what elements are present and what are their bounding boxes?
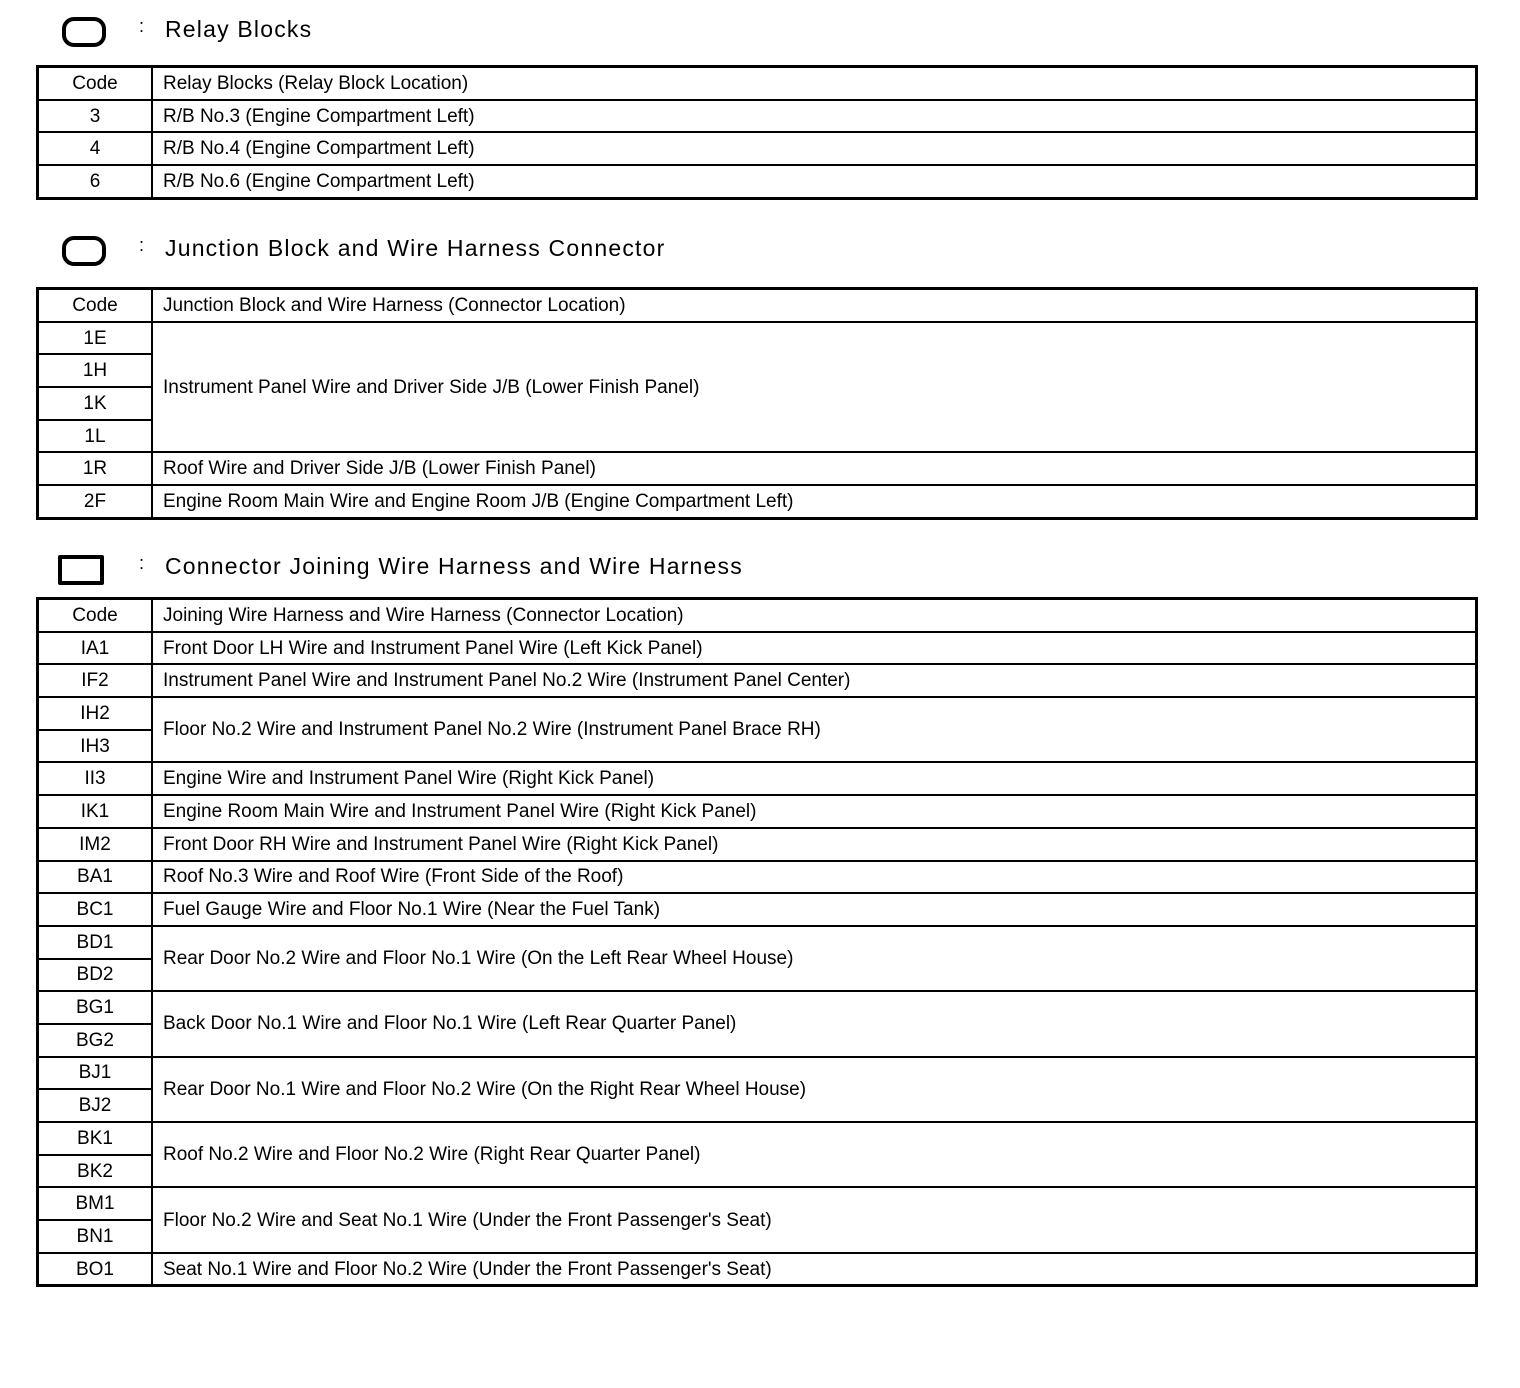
relay-blocks-colon: :: [139, 16, 145, 36]
code-cell: BO1: [38, 1253, 153, 1286]
code-cell: IH2: [38, 697, 153, 730]
code-header: Code: [38, 289, 153, 322]
code-header: Code: [38, 67, 153, 100]
location-header: Junction Block and Wire Harness (Connector Location): [152, 289, 1477, 322]
code-cell: IA1: [38, 632, 153, 665]
location-cell: Seat No.1 Wire and Floor No.2 Wire (Under the Front Passenger's Seat): [152, 1253, 1477, 1286]
code-cell: BK2: [38, 1155, 153, 1188]
location-cell: R/B No.6 (Engine Compartment Left): [152, 165, 1477, 198]
code-cell: BG1: [38, 991, 153, 1024]
location-cell: Roof No.3 Wire and Roof Wire (Front Side of the Roof): [152, 861, 1477, 894]
table-row: [38, 697, 1477, 730]
code-cell: 6: [38, 165, 153, 198]
code-cell: BN1: [38, 1220, 153, 1253]
joining-connector-table: [36, 597, 1478, 1287]
code-cell: BK1: [38, 1122, 153, 1155]
location-cell: Instrument Panel Wire and Instrument Panel No.2 Wire (Instrument Panel Center): [152, 664, 1477, 697]
joining-connector-header: [0, 551, 1520, 591]
code-cell: IF2: [38, 664, 153, 697]
code-cell: 1E: [38, 322, 153, 355]
junction-block-title: Junction Block and Wire Harness Connector: [165, 235, 666, 261]
location-cell: Engine Room Main Wire and Engine Room J/B (Engine Compartment Left): [152, 485, 1477, 518]
location-cell: Instrument Panel Wire and Driver Side J/B (Lower Finish Panel): [152, 322, 1477, 453]
location-cell: R/B No.3 (Engine Compartment Left): [152, 100, 1477, 133]
table-row: [38, 664, 1477, 697]
table-row: [38, 165, 1477, 198]
location-cell: Engine Room Main Wire and Instrument Panel Wire (Right Kick Panel): [152, 795, 1477, 828]
location-cell: Rear Door No.1 Wire and Floor No.2 Wire (On the Right Rear Wheel House): [152, 1057, 1477, 1122]
code-cell: BJ2: [38, 1089, 153, 1122]
code-cell: IH3: [38, 730, 153, 763]
code-cell: BJ1: [38, 1057, 153, 1090]
location-cell: Roof No.2 Wire and Floor No.2 Wire (Right Rear Quarter Panel): [152, 1122, 1477, 1187]
relay-block-legend-icon: [62, 17, 106, 47]
location-cell: Floor No.2 Wire and Seat No.1 Wire (Under the Front Passenger's Seat): [152, 1187, 1477, 1252]
table-row: [38, 452, 1477, 485]
table-row: [38, 1122, 1477, 1155]
table-row: [38, 100, 1477, 133]
location-cell: R/B No.4 (Engine Compartment Left): [152, 132, 1477, 165]
junction-block-legend-icon: [62, 236, 106, 266]
table-row: [38, 795, 1477, 828]
table-row: [38, 828, 1477, 861]
code-cell: BD2: [38, 959, 153, 992]
code-cell: BD1: [38, 926, 153, 959]
junction-block-header: [0, 233, 1520, 273]
code-cell: IK1: [38, 795, 153, 828]
joining-connector-title: Connector Joining Wire Harness and Wire Harness: [165, 553, 743, 579]
code-cell: BC1: [38, 893, 153, 926]
code-cell: 3: [38, 100, 153, 133]
table-row: [38, 1253, 1477, 1286]
table-row: [38, 861, 1477, 894]
table-row: [38, 485, 1477, 518]
table-row: [38, 762, 1477, 795]
code-cell: 1L: [38, 420, 153, 453]
code-cell: 1R: [38, 452, 153, 485]
location-cell: Floor No.2 Wire and Instrument Panel No.2 Wire (Instrument Panel Brace RH): [152, 697, 1477, 762]
code-cell: BM1: [38, 1187, 153, 1220]
table-row: [38, 1057, 1477, 1090]
location-cell: Engine Wire and Instrument Panel Wire (Right Kick Panel): [152, 762, 1477, 795]
table-row: [38, 322, 1477, 355]
code-cell: 1K: [38, 387, 153, 420]
junction-block-table: [36, 287, 1478, 520]
relay-blocks-title: Relay Blocks: [165, 16, 313, 42]
table-row: [38, 1187, 1477, 1220]
joining-connector-colon: :: [139, 553, 145, 573]
location-cell: Rear Door No.2 Wire and Floor No.1 Wire (On the Left Rear Wheel House): [152, 926, 1477, 991]
location-header: Joining Wire Harness and Wire Harness (Connector Location): [152, 599, 1477, 632]
table-header-row: [38, 289, 1477, 322]
table-row: [38, 893, 1477, 926]
location-cell: Front Door RH Wire and Instrument Panel Wire (Right Kick Panel): [152, 828, 1477, 861]
location-cell: Front Door LH Wire and Instrument Panel Wire (Left Kick Panel): [152, 632, 1477, 665]
table-header-row: [38, 67, 1477, 100]
location-header: Relay Blocks (Relay Block Location): [152, 67, 1477, 100]
code-cell: BG2: [38, 1024, 153, 1057]
table-row: [38, 132, 1477, 165]
code-header: Code: [38, 599, 153, 632]
code-cell: 2F: [38, 485, 153, 518]
code-cell: 4: [38, 132, 153, 165]
code-cell: 1H: [38, 354, 153, 387]
location-cell: Roof Wire and Driver Side J/B (Lower Finish Panel): [152, 452, 1477, 485]
table-row: [38, 991, 1477, 1024]
table-header-row: [38, 599, 1477, 632]
relay-blocks-header: [0, 14, 1520, 54]
location-cell: Back Door No.1 Wire and Floor No.1 Wire (Left Rear Quarter Panel): [152, 991, 1477, 1056]
relay-blocks-table: [36, 65, 1478, 200]
code-cell: II3: [38, 762, 153, 795]
junction-block-colon: :: [139, 235, 145, 255]
table-row: [38, 926, 1477, 959]
table-row: [38, 632, 1477, 665]
location-cell: Fuel Gauge Wire and Floor No.1 Wire (Near the Fuel Tank): [152, 893, 1477, 926]
code-cell: IM2: [38, 828, 153, 861]
joining-connector-legend-icon: [58, 555, 104, 585]
code-cell: BA1: [38, 861, 153, 894]
